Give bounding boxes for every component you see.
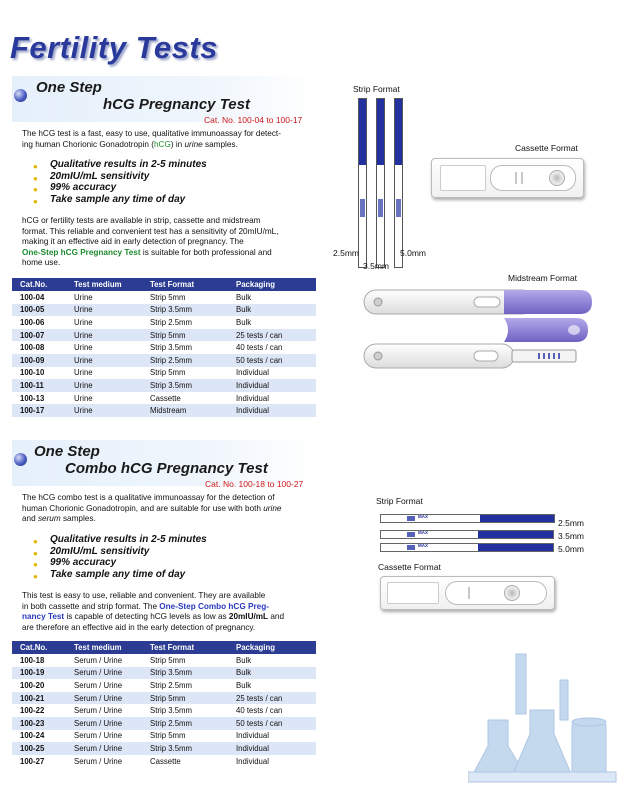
table-cell: Serum / Urine bbox=[66, 717, 142, 730]
section1-cat-no: Cat. No. 100-04 to 100-17 bbox=[204, 115, 303, 125]
table-row bbox=[12, 341, 316, 354]
section1-intro bbox=[22, 129, 318, 150]
urine-term: urine bbox=[263, 503, 282, 513]
cassette-label-area bbox=[440, 165, 486, 191]
table-row bbox=[12, 667, 316, 680]
test-strip bbox=[358, 98, 367, 268]
table-cell: Individual bbox=[228, 404, 316, 417]
body-line: hCG or fertility tests are available in strip, cassette and midstream bbox=[22, 216, 261, 225]
table-cell: Strip 2.5mm bbox=[142, 679, 228, 692]
table-row bbox=[12, 329, 316, 342]
strip-size-label: 5.0mm bbox=[400, 248, 426, 258]
table-body bbox=[12, 654, 316, 767]
section1-features bbox=[30, 159, 207, 205]
table-cell: Urine bbox=[66, 291, 142, 304]
table-cell: 100-25 bbox=[12, 742, 66, 755]
feature-text: 99% accuracy bbox=[50, 557, 117, 568]
feature-text: Qualitative results in 2-5 minutes bbox=[50, 159, 207, 170]
strip-size-label: 3.5mm bbox=[363, 261, 389, 271]
strip-size-label: 2.5mm bbox=[333, 248, 359, 258]
table-cell: Strip 2.5mm bbox=[142, 316, 228, 329]
bullet-dot-icon: ● bbox=[33, 185, 38, 194]
section2-body bbox=[22, 591, 318, 633]
bullet-dot-icon: ● bbox=[33, 560, 38, 569]
hcg-term: hCG bbox=[154, 139, 171, 149]
intro-text: samples. bbox=[202, 139, 238, 149]
table-row bbox=[12, 367, 316, 380]
max-label: MAX bbox=[418, 543, 428, 548]
table-cell: Midstream bbox=[142, 404, 228, 417]
table-cell: 100-24 bbox=[12, 730, 66, 743]
section1-title: hCG Pregnancy Test bbox=[103, 96, 250, 113]
table-cell: 100-06 bbox=[12, 316, 66, 329]
intro-text: and bbox=[22, 514, 38, 523]
table-cell: Strip 3.5mm bbox=[142, 304, 228, 317]
product-name: One-Step hCG Pregnancy Test bbox=[22, 247, 141, 257]
midstream-device bbox=[364, 290, 592, 314]
table-cell: Strip 2.5mm bbox=[142, 717, 228, 730]
cassette-label-area bbox=[387, 582, 439, 604]
test-strip bbox=[394, 98, 403, 268]
strip-figure-1 bbox=[340, 94, 430, 274]
table-cell: Serum / Urine bbox=[66, 692, 142, 705]
table-column-header: Test medium bbox=[66, 641, 142, 654]
cassette-window bbox=[445, 581, 547, 605]
table-row bbox=[12, 379, 316, 392]
table-cell: Serum / Urine bbox=[66, 679, 142, 692]
max-label: MAX bbox=[418, 514, 428, 519]
table-cell: 100-05 bbox=[12, 304, 66, 317]
table-cell: 100-17 bbox=[12, 404, 66, 417]
section2-cat-no: Cat. No. 100-18 to 100-27 bbox=[205, 479, 304, 489]
feature-item bbox=[30, 557, 207, 569]
bullet-dot-icon: ● bbox=[33, 173, 38, 183]
table-row bbox=[12, 704, 316, 717]
table-cell: 100-23 bbox=[12, 717, 66, 730]
feature-item bbox=[30, 171, 207, 183]
strip-format-label-2: Strip Format bbox=[376, 496, 423, 506]
table-cell: Bulk bbox=[228, 654, 316, 667]
bullet-dot-icon: ● bbox=[33, 162, 38, 171]
table-column-header: Cat.No. bbox=[12, 641, 66, 654]
table-cell: 100-22 bbox=[12, 704, 66, 717]
table-column-header: Test medium bbox=[66, 278, 142, 291]
table-cell: Cassette bbox=[142, 392, 228, 405]
horizontal-strip bbox=[380, 543, 554, 552]
cassette-format-label: Cassette Format bbox=[515, 143, 578, 153]
body-line bbox=[22, 602, 318, 613]
feature-item bbox=[30, 546, 207, 558]
bullet-dot-icon: ● bbox=[33, 571, 38, 581]
max-label: MAX bbox=[418, 530, 428, 535]
table-cell: 100-21 bbox=[12, 692, 66, 705]
table-cell: Serum / Urine bbox=[66, 755, 142, 768]
table-cell: Strip 5mm bbox=[142, 692, 228, 705]
table-column-header: Test Format bbox=[142, 641, 228, 654]
table-cell: 25 tests / can bbox=[228, 329, 316, 342]
table-cell: Serum / Urine bbox=[66, 730, 142, 743]
sensitivity-value: 20mIU/mL bbox=[228, 612, 269, 621]
table-row bbox=[12, 304, 316, 317]
feature-text: 20mIU/mL sensitivity bbox=[50, 170, 150, 182]
table-cell: 100-13 bbox=[12, 392, 66, 405]
bullet-ball-icon bbox=[14, 89, 27, 102]
body-line bbox=[22, 612, 318, 623]
table-column-header: Test Format bbox=[142, 278, 228, 291]
table-cell: Strip 3.5mm bbox=[142, 742, 228, 755]
product-name: nancy Test bbox=[22, 612, 65, 621]
section1-one-step: One Step bbox=[36, 79, 102, 96]
table-cell: Strip 5mm bbox=[142, 367, 228, 380]
bullet-dot-icon: ● bbox=[33, 548, 38, 558]
table-cell: Individual bbox=[228, 730, 316, 743]
body-line: This test is easy to use, reliable and convenient. They are available bbox=[22, 591, 266, 600]
table-cell: 100-04 bbox=[12, 291, 66, 304]
table-cell: Urine bbox=[66, 329, 142, 342]
table-header-row bbox=[12, 641, 316, 654]
section1-body bbox=[22, 216, 318, 269]
bullet-dot-icon: ● bbox=[33, 537, 38, 546]
intro-line: The hCG combo test is a qualitative immunoassay for the detection of bbox=[22, 493, 275, 502]
table-header-row bbox=[12, 278, 316, 291]
section2-title: Combo hCG Pregnancy Test bbox=[65, 460, 268, 477]
horizontal-strip bbox=[380, 530, 554, 539]
table-cell: Bulk bbox=[228, 679, 316, 692]
table-cell: 100-07 bbox=[12, 329, 66, 342]
table-row bbox=[12, 404, 316, 417]
cassette-device-2 bbox=[380, 576, 555, 610]
section1-intro-line-1: The hCG test is a fast, easy to use, qualitative immunoassay for detect- bbox=[22, 129, 281, 138]
body-text: and bbox=[268, 612, 284, 621]
table-row bbox=[12, 730, 316, 743]
bullet-dot-icon: ● bbox=[33, 196, 38, 206]
section2-product-table bbox=[12, 641, 316, 767]
table-column-header: Packaging bbox=[228, 641, 316, 654]
table-row bbox=[12, 679, 316, 692]
table-cell: Serum / Urine bbox=[66, 742, 142, 755]
table-cell: Individual bbox=[228, 367, 316, 380]
table-row bbox=[12, 392, 316, 405]
horizontal-strip bbox=[380, 514, 555, 523]
feature-text: 20mIU/mL sensitivity bbox=[50, 545, 150, 557]
cassette-window bbox=[490, 165, 576, 191]
feature-text: Qualitative results in 2-5 minutes bbox=[50, 534, 207, 545]
feature-item bbox=[30, 182, 207, 194]
cassette-device bbox=[431, 158, 584, 198]
midstream-device-open bbox=[364, 344, 576, 368]
table-row bbox=[12, 316, 316, 329]
table-cell: Strip 5mm bbox=[142, 291, 228, 304]
table-row bbox=[12, 692, 316, 705]
feature-item bbox=[30, 534, 207, 546]
table-cell: 100-11 bbox=[12, 379, 66, 392]
table-cell: Urine bbox=[66, 392, 142, 405]
feature-item bbox=[30, 194, 207, 206]
feature-text: Take sample any time of day bbox=[50, 568, 186, 580]
feature-text: Take sample any time of day bbox=[50, 193, 186, 205]
table-row bbox=[12, 654, 316, 667]
table-cell: Serum / Urine bbox=[66, 667, 142, 680]
section2-features bbox=[30, 534, 207, 580]
body-text: is suitable for both professional and bbox=[140, 247, 272, 257]
table-cell: Strip 5mm bbox=[142, 329, 228, 342]
section2-intro bbox=[22, 493, 318, 525]
sample-well-icon bbox=[504, 585, 520, 601]
intro-line bbox=[22, 514, 318, 525]
table-cell: Urine bbox=[66, 404, 142, 417]
serum-term: serum bbox=[37, 514, 61, 523]
strip-size-label: 5.0mm bbox=[558, 544, 584, 554]
table-row bbox=[12, 291, 316, 304]
table-cell: Urine bbox=[66, 304, 142, 317]
table-cell: 50 tests / can bbox=[228, 717, 316, 730]
feature-text: 99% accuracy bbox=[50, 182, 117, 193]
product-name: One-Step Combo hCG Preg- bbox=[159, 601, 269, 611]
table-cell: Cassette bbox=[142, 755, 228, 768]
table-cell: Urine bbox=[66, 367, 142, 380]
table-cell: 40 tests / can bbox=[228, 704, 316, 717]
strip-size-label: 2.5mm bbox=[558, 518, 584, 528]
table-cell: Bulk bbox=[228, 667, 316, 680]
table-cell: Strip 3.5mm bbox=[142, 379, 228, 392]
table-cell: 50 tests / can bbox=[228, 354, 316, 367]
sample-well-icon bbox=[549, 170, 565, 186]
body-line bbox=[22, 248, 318, 259]
table-cell: Bulk bbox=[228, 304, 316, 317]
table-cell: Bulk bbox=[228, 291, 316, 304]
table-row bbox=[12, 354, 316, 367]
strip-size-label: 3.5mm bbox=[558, 531, 584, 541]
table-cell: Strip 3.5mm bbox=[142, 667, 228, 680]
table-cell: 100-10 bbox=[12, 367, 66, 380]
table-cell: Urine bbox=[66, 354, 142, 367]
cassette-format-label-2: Cassette Format bbox=[378, 562, 441, 572]
table-column-header: Packaging bbox=[228, 278, 316, 291]
table-cell: 40 tests / can bbox=[228, 341, 316, 354]
table-row bbox=[12, 717, 316, 730]
table-cell: Strip 3.5mm bbox=[142, 704, 228, 717]
body-text: is capable of detecting hCG levels as low as bbox=[64, 612, 229, 621]
urine-term: urine bbox=[184, 139, 203, 149]
table-cell: 100-27 bbox=[12, 755, 66, 768]
table-cell: Strip 5mm bbox=[142, 654, 228, 667]
table-cell: Urine bbox=[66, 316, 142, 329]
table-cell: Urine bbox=[66, 341, 142, 354]
section1-product-table bbox=[12, 278, 316, 417]
feature-item bbox=[30, 569, 207, 581]
table-cell: Strip 3.5mm bbox=[142, 341, 228, 354]
body-line: are therefore an effective aid in the early detection of pregnancy. bbox=[22, 622, 256, 632]
midstream-format-label: Midstream Format bbox=[508, 273, 577, 283]
table-cell: 100-18 bbox=[12, 654, 66, 667]
table-cell: 100-08 bbox=[12, 341, 66, 354]
lab-glassware-illustration bbox=[468, 650, 618, 784]
table-cell: Serum / Urine bbox=[66, 654, 142, 667]
intro-text: samples. bbox=[60, 514, 96, 523]
page-title: Fertility Tests bbox=[10, 30, 218, 65]
table-cell: Individual bbox=[228, 379, 316, 392]
section2-one-step: One Step bbox=[34, 443, 100, 460]
intro-line bbox=[22, 504, 318, 515]
intro-text: ) in bbox=[170, 139, 185, 149]
table-cell: Individual bbox=[228, 755, 316, 768]
test-strip bbox=[376, 98, 385, 268]
table-cell: Individual bbox=[228, 742, 316, 755]
table-cell: Strip 2.5mm bbox=[142, 354, 228, 367]
table-cell: Strip 5mm bbox=[142, 730, 228, 743]
section1-intro-line-2 bbox=[22, 140, 318, 151]
feature-item bbox=[30, 159, 207, 171]
intro-text: ing human Chorionic Gonadotropin ( bbox=[22, 139, 154, 149]
table-cell: Serum / Urine bbox=[66, 704, 142, 717]
midstream-cap bbox=[504, 318, 588, 342]
table-cell: Urine bbox=[66, 379, 142, 392]
table-cell: Individual bbox=[228, 392, 316, 405]
table-body bbox=[12, 291, 316, 417]
body-text: in both cassette and strip format. The bbox=[22, 601, 160, 611]
table-row bbox=[12, 755, 316, 768]
bullet-ball-icon bbox=[14, 453, 27, 466]
table-cell: 100-20 bbox=[12, 679, 66, 692]
table-cell: Bulk bbox=[228, 316, 316, 329]
midstream-figure bbox=[362, 284, 594, 376]
table-column-header: Cat.No. bbox=[12, 278, 66, 291]
body-line: format. This reliable and convenient test has a sensitivity of 20mIU/mL, bbox=[22, 226, 279, 236]
table-cell: 25 tests / can bbox=[228, 692, 316, 705]
body-line: making it an effective aid in early detection of pregnancy. The bbox=[22, 237, 244, 246]
table-row bbox=[12, 742, 316, 755]
intro-text: human Chorionic Gonadotropin, and are suitable for use with both bbox=[22, 503, 264, 513]
table-cell: 100-09 bbox=[12, 354, 66, 367]
body-line: home use. bbox=[22, 258, 61, 267]
table-cell: 100-19 bbox=[12, 667, 66, 680]
strip-format-label: Strip Format bbox=[353, 84, 400, 94]
